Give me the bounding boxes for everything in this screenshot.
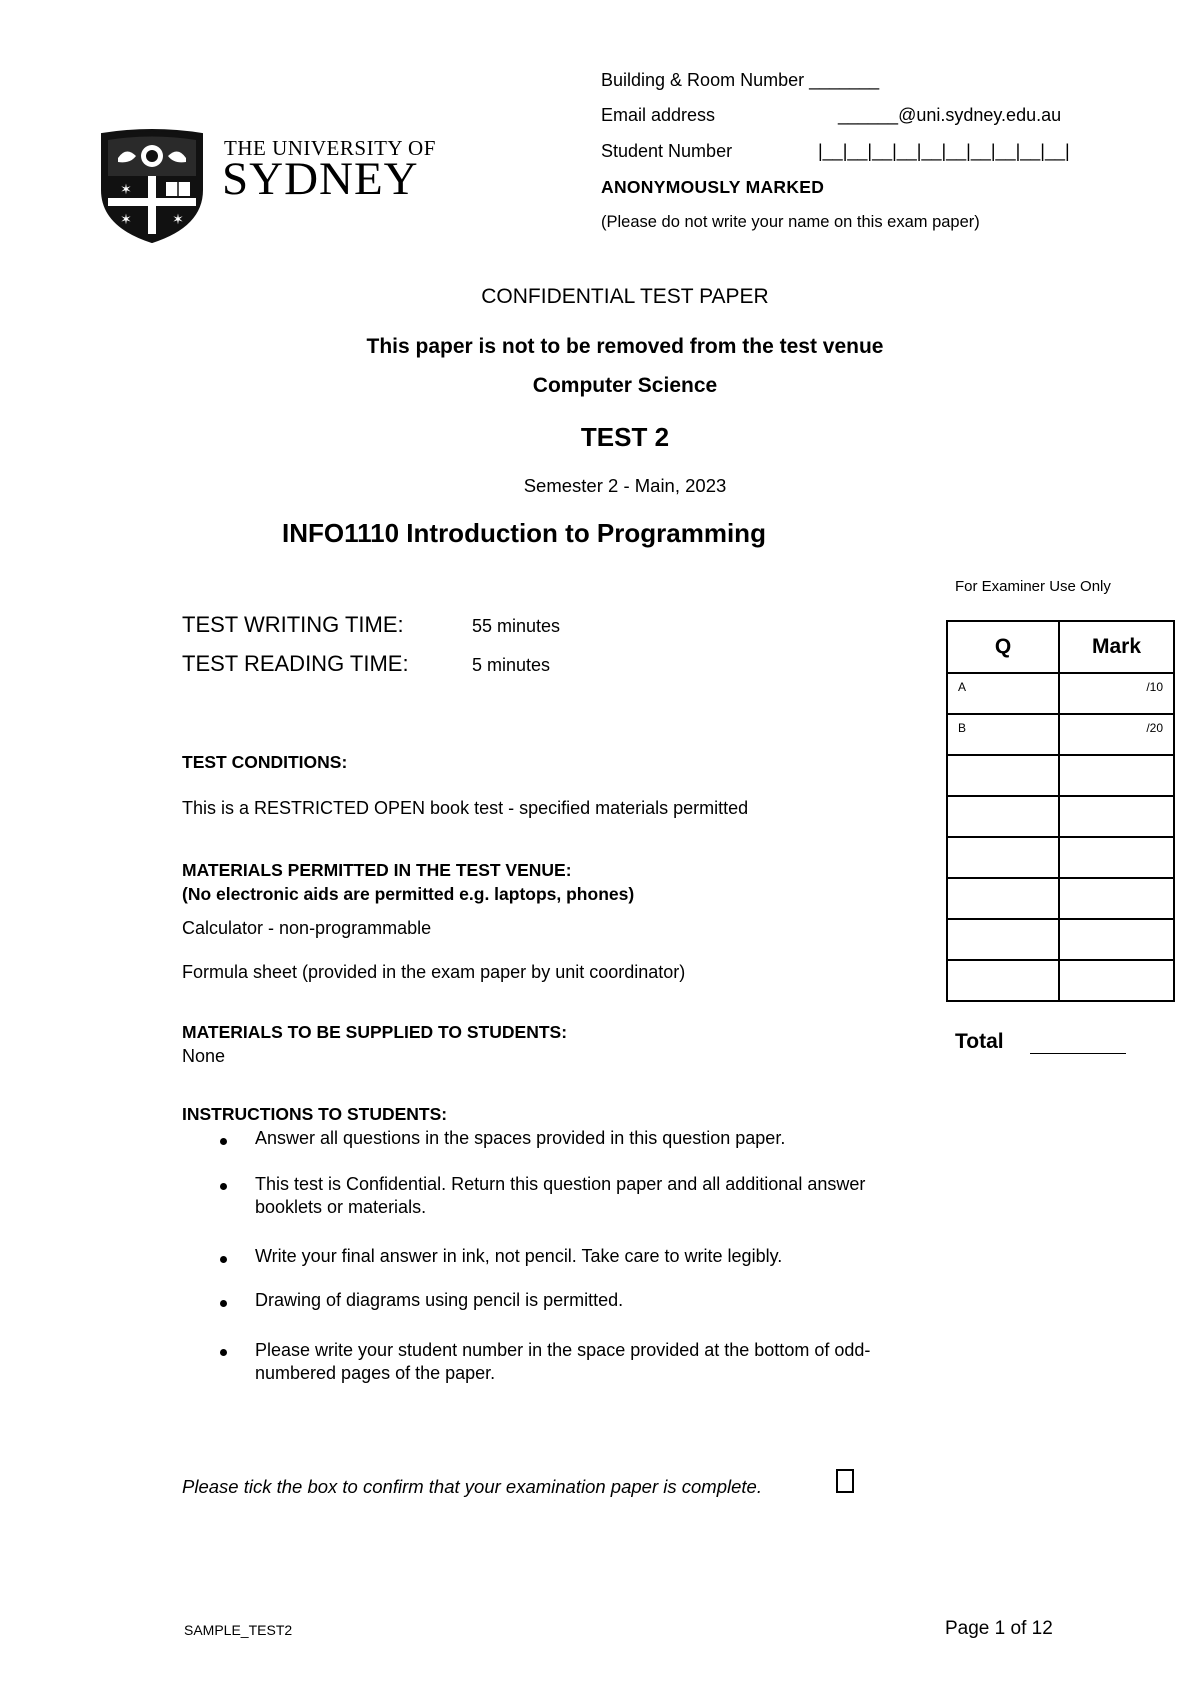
- table-header-row: [947, 621, 1174, 673]
- logo-text-line2: SYDNEY: [222, 153, 419, 205]
- mark-value: /20: [1146, 721, 1163, 735]
- semester-heading: Semester 2 - Main, 2023: [523, 475, 727, 496]
- q-cell: [947, 714, 1059, 755]
- table-row: [947, 714, 1174, 755]
- svg-text:✶: ✶: [120, 211, 132, 227]
- anonymous-marked: ANONYMOUSLY MARKED: [601, 177, 825, 197]
- materials-permitted-subheading: (No electronic aids are permitted e.g. laptops, phones): [182, 884, 635, 904]
- mark-value: [1060, 838, 1173, 844]
- reading-time-label: TEST READING TIME:: [182, 651, 409, 676]
- test-heading: TEST 2: [580, 422, 670, 452]
- logo-text-line1: THE UNIVERSITY OF: [224, 136, 436, 160]
- mark-cell[interactable]: [1059, 673, 1174, 714]
- conditions-heading: TEST CONDITIONS:: [182, 752, 348, 772]
- instruction-item: Drawing of diagrams using pencil is permitted.: [255, 1290, 624, 1310]
- materials-supplied-value: None: [182, 1046, 226, 1066]
- q-value: A: [958, 680, 967, 694]
- instruction-item: Answer all questions in the spaces provided in this question paper.: [255, 1128, 786, 1148]
- q-cell: [947, 796, 1059, 837]
- table-row: [947, 837, 1174, 878]
- svg-text:✶: ✶: [120, 181, 132, 197]
- bullet-icon: [220, 1183, 227, 1190]
- instruction-item: This test is Confidential. Return this question paper and all additional answer booklets or materials.: [255, 1174, 866, 1217]
- table-row: [947, 673, 1174, 714]
- footer-doc-id: SAMPLE_TEST2: [184, 1622, 293, 1638]
- mark-value: [1060, 920, 1173, 926]
- examiner-caption: For Examiner Use Only: [955, 578, 1111, 595]
- instructions-heading: INSTRUCTIONS TO STUDENTS:: [182, 1104, 448, 1124]
- not-removed-heading: This paper is not to be removed from the test venue: [366, 335, 884, 358]
- materials-item-calculator: Calculator - non-programmable: [182, 918, 432, 938]
- building-room-field: Building & Room Number _______: [601, 70, 880, 90]
- writing-time-label: TEST WRITING TIME:: [182, 612, 404, 637]
- q-cell: [947, 878, 1059, 919]
- materials-item-formula-sheet: Formula sheet (provided in the exam paper by unit coordinator): [182, 962, 686, 982]
- student-number-boxes: |__|__|__|__|__|__|__|__|__|__|: [818, 141, 1070, 161]
- q-cell: [947, 919, 1059, 960]
- mark-cell[interactable]: [1059, 960, 1174, 1001]
- bullet-icon: [220, 1138, 227, 1145]
- mark-cell[interactable]: [1059, 878, 1174, 919]
- total-line[interactable]: [1030, 1053, 1126, 1054]
- mark-cell[interactable]: [1059, 837, 1174, 878]
- q-value: [948, 920, 1058, 926]
- bullet-icon: [220, 1300, 227, 1307]
- table-row: [947, 919, 1174, 960]
- mark-cell[interactable]: [1059, 755, 1174, 796]
- conditions-text: This is a RESTRICTED OPEN book test - specified materials permitted: [182, 798, 749, 818]
- mark-value: [1060, 879, 1173, 885]
- mark-cell[interactable]: [1059, 714, 1174, 755]
- bullet-icon: [220, 1256, 227, 1263]
- anonymous-note: (Please do not write your name on this exam paper): [601, 213, 980, 231]
- completeness-checkbox[interactable]: [836, 1469, 854, 1493]
- table-row: [947, 755, 1174, 796]
- confidential-heading: CONFIDENTIAL TEST PAPER: [481, 285, 769, 308]
- subject-heading: Computer Science: [532, 374, 718, 397]
- mark-cell[interactable]: [1059, 796, 1174, 837]
- materials-permitted-heading: MATERIALS PERMITTED IN THE TEST VENUE:: [182, 860, 572, 880]
- examiner-marks-table: [946, 620, 1175, 1002]
- q-value: [948, 879, 1058, 885]
- instruction-item: Write your final answer in ink, not pencil. Take care to write legibly.: [255, 1246, 783, 1266]
- mark-value: [1060, 756, 1173, 762]
- email-field: ______@uni.sydney.edu.au: [838, 105, 1062, 125]
- table-row: [947, 878, 1174, 919]
- mark-value: /10: [1146, 680, 1163, 694]
- q-value: B: [958, 721, 967, 735]
- column-header-mark: Mark: [1059, 621, 1174, 673]
- q-cell: [947, 673, 1059, 714]
- email-label: Email address: [601, 105, 716, 125]
- q-cell: [947, 755, 1059, 796]
- bullet-icon: [220, 1349, 227, 1356]
- instruction-item: Please write your student number in the space provided at the bottom of odd-numbered pages of the paper.: [255, 1340, 871, 1383]
- mark-value: [1060, 961, 1173, 967]
- confirm-text: Please tick the box to confirm that your examination paper is complete.: [182, 1476, 762, 1497]
- q-value: [948, 961, 1058, 967]
- university-logo: [96, 128, 436, 244]
- q-value: [948, 797, 1058, 803]
- q-cell: [947, 960, 1059, 1001]
- crest-icon: [96, 128, 208, 244]
- reading-time-value: 5 minutes: [472, 655, 551, 675]
- q-value: [948, 838, 1058, 844]
- student-number-label: Student Number: [601, 141, 733, 161]
- footer-page-number: Page 1 of 12: [945, 1618, 1053, 1639]
- unit-heading: INFO1110 Introduction to Programming: [282, 518, 766, 548]
- total-label: Total: [955, 1030, 1004, 1053]
- table-row: [947, 960, 1174, 1001]
- mark-value: [1060, 797, 1173, 803]
- writing-time-value: 55 minutes: [472, 616, 561, 636]
- q-cell: [947, 837, 1059, 878]
- materials-supplied-heading: MATERIALS TO BE SUPPLIED TO STUDENTS:: [182, 1022, 568, 1042]
- svg-text:✶: ✶: [172, 211, 184, 227]
- column-header-q: Q: [947, 621, 1059, 673]
- mark-cell[interactable]: [1059, 919, 1174, 960]
- q-value: [948, 756, 1058, 762]
- table-row: [947, 796, 1174, 837]
